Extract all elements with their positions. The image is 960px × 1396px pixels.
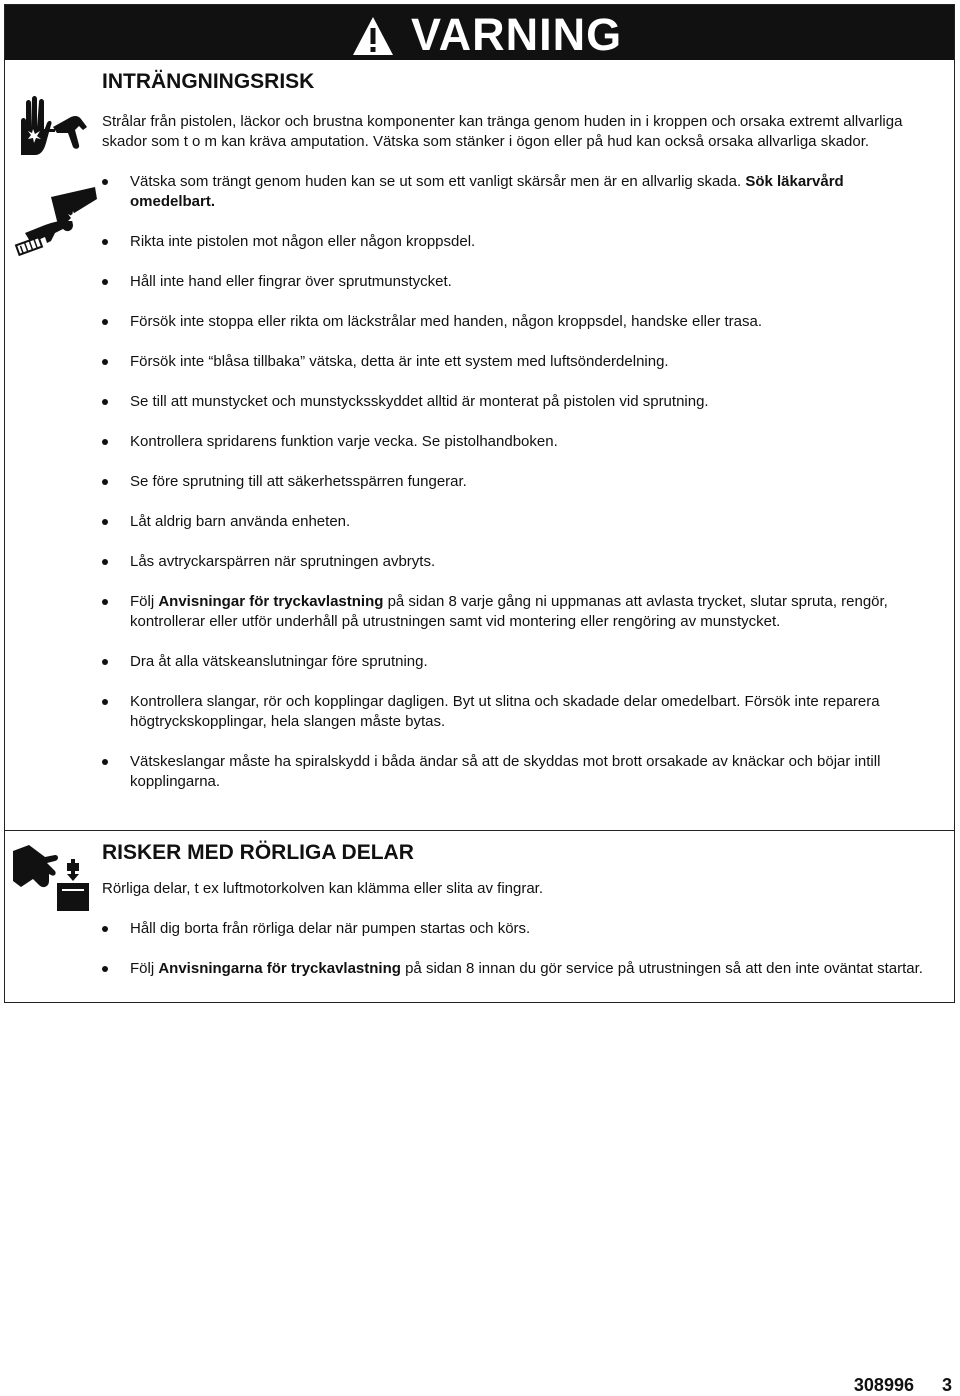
bullet-dot xyxy=(102,926,108,932)
bullet-text: Försök inte “blåsa tillbaka” vätska, detta är inte ett system med luftsönderdelning. xyxy=(130,353,669,370)
moving-parts-bullets xyxy=(102,919,932,979)
bullet-item xyxy=(102,432,932,452)
bullet-dot xyxy=(102,699,108,705)
bullet-text: Håll dig borta från rörliga delar när pumpen startas och körs. xyxy=(130,920,531,937)
arm-spray-gun-injection-icon xyxy=(11,185,99,271)
bullet-item xyxy=(102,652,932,672)
bullet-item xyxy=(102,472,932,492)
bullet-item xyxy=(102,312,932,332)
bullet-bold-text: Sök läkarvård omedelbart. xyxy=(130,173,844,210)
bullet-text: Kontrollera spridarens funktion varje vecka. Se pistolhandboken. xyxy=(130,433,558,450)
bullet-item xyxy=(102,172,932,212)
bullet-dot xyxy=(102,359,108,365)
bullet-bold-text: Anvisningarna för tryckavlastning xyxy=(158,960,401,977)
bullet-item xyxy=(102,959,932,979)
bullet-dot xyxy=(102,239,108,245)
bullet-dot xyxy=(102,659,108,665)
bullet-item xyxy=(102,552,932,572)
moving-parts-intro: Rörliga delar, t ex luftmotorkolven kan klämma eller slita av fingrar. xyxy=(102,880,544,897)
section-divider xyxy=(5,830,954,831)
bullet-text-after: på sidan 8 varje gång ni uppmanas att avlasta trycket, slutar spruta, rengör, kontrollerar eller utför underhåll på utrustningen samt vid montering eller rengöring av munstycket. xyxy=(130,593,888,630)
bullet-text: Se till att munstycket och munstycksskyddet alltid är monterat på pistolen vid sprutning. xyxy=(130,393,709,410)
bullet-item xyxy=(102,272,932,292)
bullet-item xyxy=(102,592,932,632)
document-number: 308996 xyxy=(853,1375,914,1395)
bullet-item xyxy=(102,692,932,732)
warning-triangle-icon xyxy=(351,15,395,57)
injection-hazard-section xyxy=(102,70,932,812)
bullet-text: Lås avtryckarspärren när sprutningen avbryts. xyxy=(130,553,436,570)
bullet-text: Försök inte stoppa eller rikta om läckstrålar med handen, någon kroppsdel, handske eller trasa. xyxy=(130,313,762,330)
injection-hazard-title: INTRÄNGNINGSRISK xyxy=(102,70,315,93)
bullet-dot xyxy=(102,759,108,765)
bullet-text: Låt aldrig barn använda enheten. xyxy=(130,513,351,530)
bullet-text: Rikta inte pistolen mot någon eller någon kroppsdel. xyxy=(130,233,476,250)
bullet-text-after: på sidan 8 innan du gör service på utrustningen så att den inte oväntat startar. xyxy=(400,960,923,977)
bullet-text: Se före sprutning till att säkerhetsspärren fungerar. xyxy=(130,473,467,490)
bullet-dot xyxy=(102,559,108,565)
bullet-dot xyxy=(102,279,108,285)
warning-banner xyxy=(5,5,954,60)
bullet-dot xyxy=(102,479,108,485)
bullet-text: Håll inte hand eller fingrar över sprutmunstycket. xyxy=(130,273,452,290)
bullet-text: Följ xyxy=(130,960,159,977)
bullet-item xyxy=(102,919,932,939)
hand-moving-parts-icon xyxy=(11,841,91,913)
bullet-item xyxy=(102,232,932,252)
injection-hazard-intro: Strålar från pistolen, läckor och brustna komponenter kan tränga genom huden in i kroppen och orsaka extremt allvarliga skador som t o m kan kräva amputation. Vätska som stänker i ögon eller på hud kan också orsaka allvarliga skador. xyxy=(102,113,903,150)
bullet-dot xyxy=(102,439,108,445)
bullet-dot xyxy=(102,399,108,405)
moving-parts-title: RISKER MED RÖRLIGA DELAR xyxy=(102,841,414,864)
bullet-text: Dra åt alla vätskeanslutningar före sprutning. xyxy=(130,653,428,670)
banner-title: VARNING xyxy=(411,9,623,60)
bullet-bold-text: Anvisningar för tryckavlastning xyxy=(158,593,384,610)
injection-hazard-bullets xyxy=(102,172,932,792)
bullet-dot xyxy=(102,519,108,525)
hand-spray-injection-icon xyxy=(13,93,99,161)
bullet-dot xyxy=(102,599,108,605)
bullet-dot xyxy=(102,179,108,185)
bullet-item xyxy=(102,512,932,532)
bullet-item xyxy=(102,352,932,372)
bullet-item xyxy=(102,752,932,792)
bullet-text: Kontrollera slangar, rör och kopplingar dagligen. Byt ut slitna och skadade delar omedelbart. Försök inte reparera högtryckskopplingar, hela slangen måste bytas. xyxy=(130,693,880,730)
page-footer xyxy=(826,1375,952,1396)
bullet-text: Vätska som trängt genom huden kan se ut som ett vanligt skärsår men är en allvarlig skada. xyxy=(130,173,746,190)
bullet-text: Vätskeslangar måste ha spiralskydd i båda ändar så att de skyddas mot brott orsakade av knäckar och böjar intill kopplingarna. xyxy=(130,753,881,790)
page-number: 3 xyxy=(941,1375,952,1395)
bullet-dot xyxy=(102,319,108,325)
bullet-item xyxy=(102,392,932,412)
bullet-dot xyxy=(102,966,108,972)
moving-parts-section xyxy=(102,841,932,999)
bullet-text: Följ xyxy=(130,593,159,610)
